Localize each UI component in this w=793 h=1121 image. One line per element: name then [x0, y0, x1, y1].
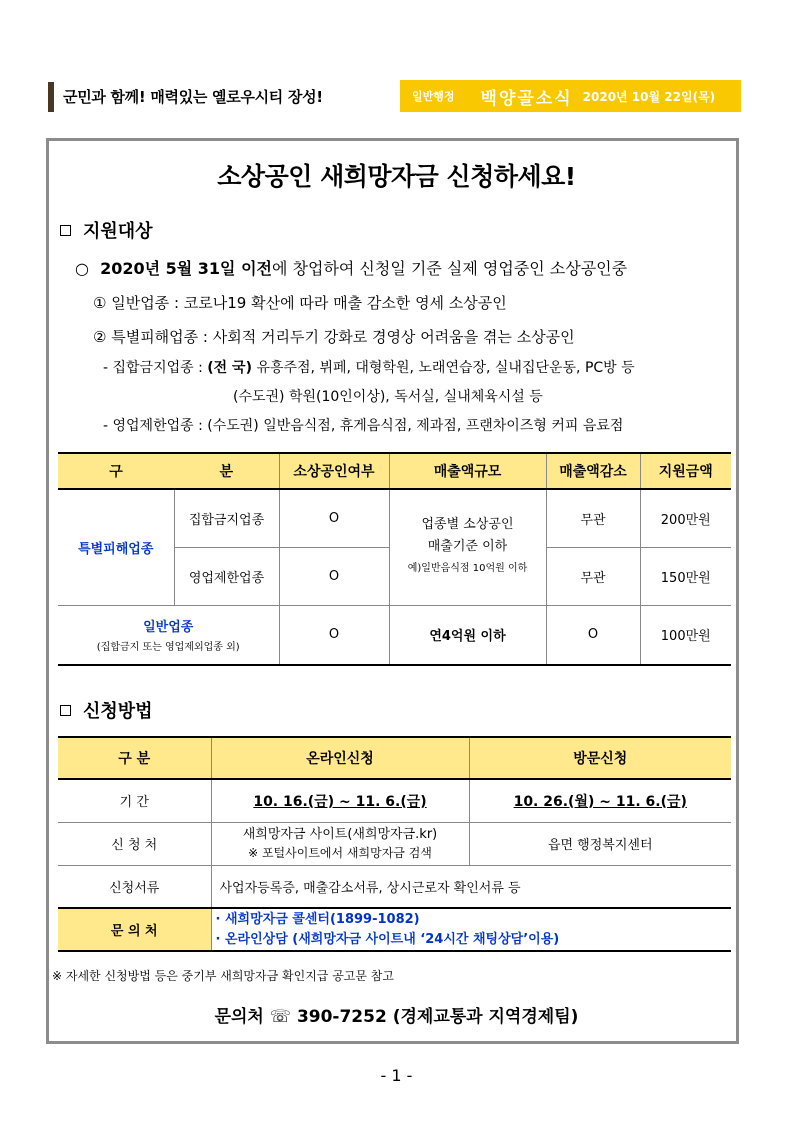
general-category-note: (집합금지 또는 영업제외업종 외)	[96, 642, 240, 654]
apply-method-table	[58, 736, 731, 952]
general-category-cell	[58, 605, 279, 665]
checkbox-square-icon	[60, 705, 71, 716]
docs-label: 신청서류	[58, 865, 211, 908]
contact-line: 문의처 ☏ 390-7252 (경제교통과 지역경제팀)	[214, 1007, 579, 1027]
table-row	[58, 822, 731, 865]
header-cell-gu: 구	[58, 453, 174, 489]
header-cell-bun: 분	[174, 453, 279, 489]
row2-decrease: 무관	[546, 547, 640, 605]
support-main-line	[75, 256, 627, 279]
section-support-heading	[60, 217, 153, 243]
header-newsletter-name: 백양골소식	[480, 88, 573, 109]
apply-header-online: 온라인신청	[211, 737, 469, 779]
support-sub-restricted: - 영업제한업종 : (수도권) 일반음식점, 휴게음식점, 제과점, 프랜차이즈형 커피 음료점	[103, 418, 624, 434]
row3-sales: 연4억원 이하	[389, 605, 546, 665]
row1-type: 집합금지업종	[174, 489, 279, 547]
header-cell-decrease: 매출액감소	[546, 453, 640, 489]
support-sub-banned-label: - 집합금지업종 :	[103, 360, 208, 376]
header-slogan: 군민과 함께! 매력있는 옐로우시티 장성!	[63, 88, 323, 106]
place-label: 신 청 처	[58, 822, 211, 865]
inquiry-callcenter: · 새희망자금 콜센터(1899-1082)	[215, 911, 420, 927]
header-badge	[400, 80, 741, 112]
support-sub-banned-line2: (수도권) 학원(10인이상), 독서실, 실내체육시설 등	[233, 389, 543, 405]
place-visit: 읍면 행정복지센터	[469, 822, 731, 865]
special-category-cell: 특별피해업종	[58, 489, 174, 605]
inquiry-label: 문 의 처	[58, 908, 211, 951]
sales-line1: 업종별 소상공인	[421, 517, 514, 533]
period-online: 10. 16.(금) ~ 11. 6.(금)	[211, 779, 469, 822]
row2-amount: 150만원	[640, 547, 731, 605]
docs-value: 사업자등록증, 매출감소서류, 상시근로자 확인서류 등	[211, 865, 731, 908]
footnote: ※ 자세한 신청방법 등은 중기부 새희망자금 확인지급 공고문 참고	[52, 969, 394, 983]
support-sub-banned-region: (전 국)	[207, 360, 252, 376]
section-support-title: 지원대상	[83, 221, 153, 242]
general-category-label: 일반업종	[143, 620, 194, 636]
support-amount-table	[58, 452, 731, 666]
table-header-row	[58, 737, 731, 779]
table-header-row	[58, 453, 731, 489]
circle-bullet-icon: ○	[75, 259, 89, 278]
place-online-search-note: ※ 포털사이트에서 새희망자금 검색	[248, 845, 432, 860]
support-main-rest: 에 창업하여 신청일 기준 실제 영업중인 소상공인중	[271, 259, 628, 278]
row2-small-biz: O	[279, 547, 389, 605]
row2-type: 영업제한업종	[174, 547, 279, 605]
header-cell-sales: 매출액규모	[389, 453, 546, 489]
period-label: 기 간	[58, 779, 211, 822]
period-visit: 10. 26.(월) ~ 11. 6.(금)	[469, 779, 731, 822]
page-title: 소상공인 새희망자금 신청하세요!	[217, 162, 576, 191]
section-apply-title: 신청방법	[83, 701, 153, 722]
row1-small-biz: O	[279, 489, 389, 547]
support-item-general: ① 일반업종 : 코로나19 확산에 따라 매출 감소한 영세 소상공인	[93, 294, 507, 312]
row3-decrease: O	[546, 605, 640, 665]
row3-amount: 100만원	[640, 605, 731, 665]
support-main-date: 2020년 5월 31일 이전	[100, 259, 272, 278]
table-row	[58, 908, 731, 951]
table-row	[58, 865, 731, 908]
section-apply-heading	[60, 697, 153, 723]
apply-header-visit: 방문신청	[469, 737, 731, 779]
place-online-site: 새희망자금 사이트(새희망자금.kr)	[242, 826, 438, 842]
sales-example: 예)일반음식점 10억원 이하	[407, 563, 528, 575]
header-cell-amount: 지원금액	[640, 453, 731, 489]
header-cell-small-biz: 소상공인여부	[279, 453, 389, 489]
row1-decrease: 무관	[546, 489, 640, 547]
sales-line2: 매출기준 이하	[427, 539, 508, 555]
header-accent-bar	[48, 82, 54, 112]
inquiry-value	[211, 908, 731, 951]
header-date: 2020년 10월 22일(목)	[582, 89, 716, 104]
place-online	[211, 822, 469, 865]
table-row	[58, 779, 731, 822]
row3-small-biz: O	[279, 605, 389, 665]
support-sub-banned-list: 유흥주점, 뷔페, 대형학원, 노래연습장, 실내집단운동, PC방 등	[252, 360, 635, 376]
support-sub-banned	[103, 357, 635, 377]
page-number: - 1 -	[380, 1066, 413, 1085]
header-category: 일반행정	[412, 90, 455, 103]
checkbox-square-icon	[60, 225, 71, 236]
apply-header-gubun: 구 분	[58, 737, 211, 779]
special-sales-cell	[389, 489, 546, 605]
table-row	[58, 605, 731, 665]
row1-amount: 200만원	[640, 489, 731, 547]
support-item-special: ② 특별피해업종 : 사회적 거리두기 강화로 경영상 어려움을 겪는 소상공인	[93, 328, 575, 346]
table-row	[58, 489, 731, 547]
inquiry-online-chat: · 온라인상담 (새희망자금 사이트내 ‘24시간 채팅상담’이용)	[215, 931, 560, 947]
